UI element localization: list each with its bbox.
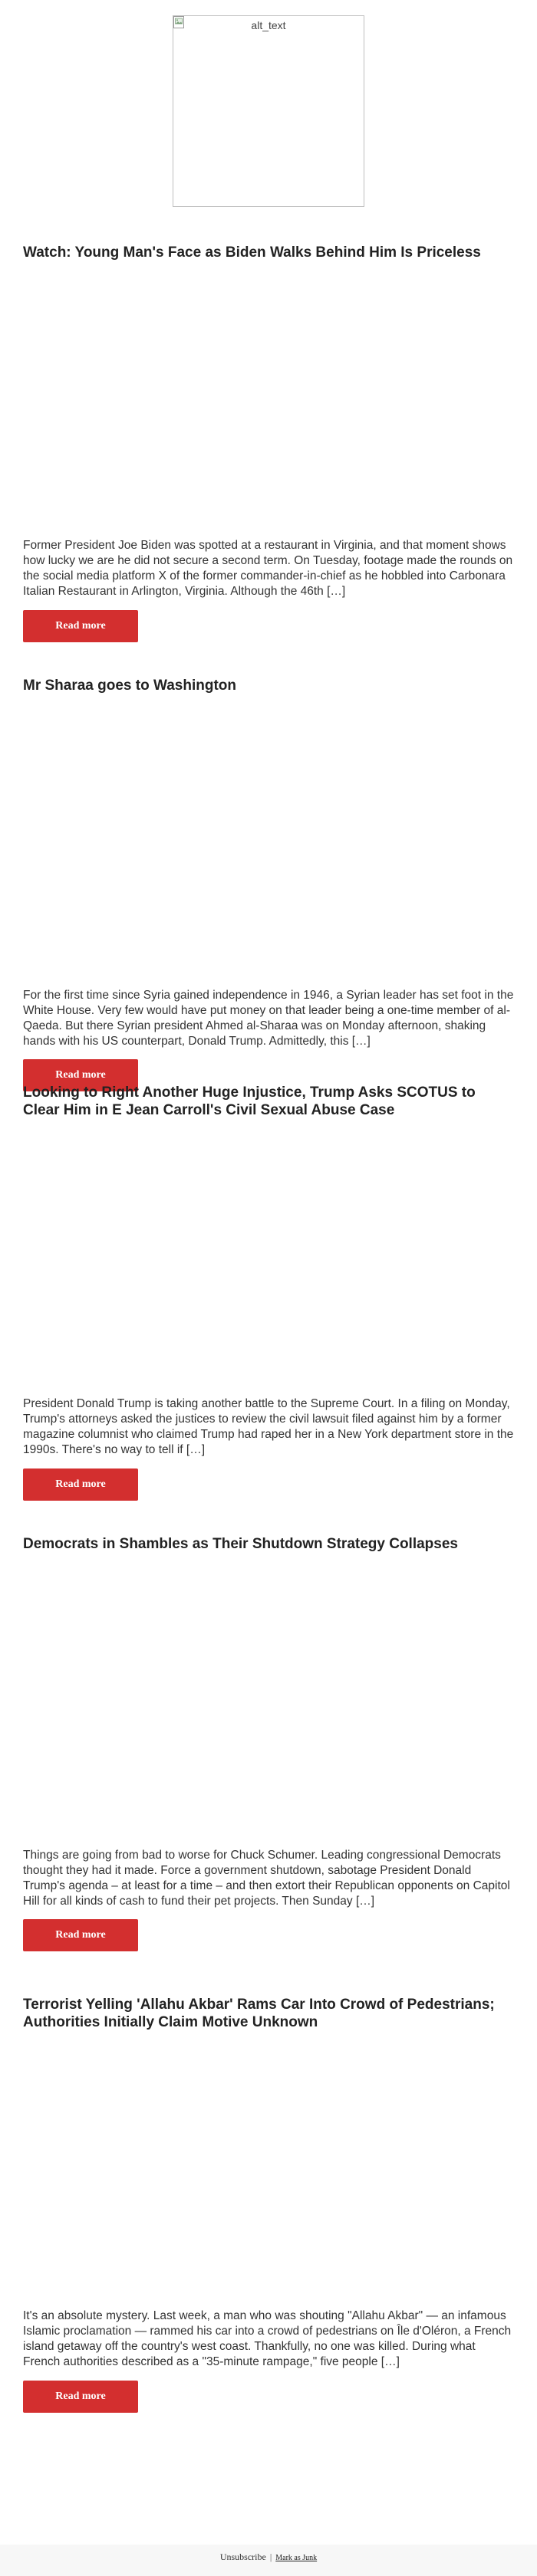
article-card — [23, 1535, 514, 1941]
article-excerpt: Former President Joe Biden was spotted at a restaurant in Virginia, and that moment shows how lucky we are he did not secure a second term. On Tuesday, footage made the rounds on the social media platform X of the former commander-in-chief as he hobbled into Carbonara Italian Restaurant in Arlington, Virginia. Although the 46th […] — [23, 539, 513, 598]
email-footer — [0, 2545, 537, 2576]
article-card — [23, 677, 514, 1081]
broken-image-icon — [173, 16, 184, 28]
logo-alt-text: alt_text — [251, 19, 286, 31]
article-image[interactable] — [23, 707, 514, 960]
read-more-button[interactable]: Read more — [23, 2381, 138, 2413]
article-card — [23, 244, 514, 632]
article-image[interactable] — [23, 2042, 514, 2287]
header-logo-image — [173, 15, 364, 207]
read-more-button[interactable]: Read more — [23, 1059, 138, 1091]
article-card — [23, 1084, 514, 1490]
article-image[interactable] — [23, 1130, 514, 1375]
article-title[interactable]: Terrorist Yelling 'Allahu Akbar' Rams Car Into Crowd of Pedestrians; Authorities Initially Claim Motive Unknown — [23, 1997, 495, 2030]
article-excerpt: Things are going from bad to worse for Chuck Schumer. Leading congressional Democrats thought they had it made. Force a government shutdown, sabotage President Donald Trump's agenda – at least for a time – and then extort their Republican opponents on Capitol Hill for all kinds of cash to fund their pet projects. Then Sunday […] — [23, 1849, 510, 1908]
unsubscribe-link[interactable]: Unsubscribe — [219, 2551, 266, 2562]
mark-as-junk-link[interactable]: Mark as Junk — [275, 2554, 318, 2562]
article-excerpt: For the first time since Syria gained independence in 1946, a Syrian leader has set foot in the White House. Very few would have put money on that leader being a one-time member of al-Qaeda. But there Syrian president Ahmed al-Sharaa was on Monday afternoon, shaking hands with his US counterpart, Donald Trump. Admittedly, this […] — [23, 989, 514, 1048]
article-title[interactable]: Mr Sharaa goes to Washington — [23, 678, 236, 694]
article-title[interactable]: Watch: Young Man's Face as Biden Walks Behind Him Is Priceless — [23, 244, 481, 261]
article-image[interactable] — [23, 274, 514, 535]
read-more-button[interactable]: Read more — [23, 610, 138, 642]
article-image[interactable] — [23, 1566, 514, 1819]
footer-separator: | — [269, 2551, 272, 2562]
article-title[interactable]: Democrats in Shambles as Their Shutdown Strategy Collapses — [23, 1536, 458, 1552]
article-title[interactable]: Looking to Right Another Huge Injustice, Trump Asks SCOTUS to Clear Him in E Jean Carroll's Civil Sexual Abuse Case — [23, 1085, 476, 1118]
read-more-button[interactable]: Read more — [23, 1468, 138, 1501]
read-more-button[interactable]: Read more — [23, 1919, 138, 1951]
article-excerpt: It's an absolute mystery. Last week, a man who was shouting "Allahu Akbar" — an infamous Islamic proclamation — rammed his car into a crowd of pedestrians on Île d'Oléron, a French island getaway off the country's west coast. Thankfully, no one was killed. During what French authorities described as a "35-minute rampage," five people […] — [23, 2309, 512, 2368]
article-excerpt: President Donald Trump is taking another battle to the Supreme Court. In a filing on Monday, Trump's attorneys asked the justices to review the civil lawsuit filed against him by a former magazine columnist who claimed Trump had raped her in a New York department store in the 1990s. There's no way to tell if […] — [23, 1397, 514, 1456]
article-card — [23, 1996, 514, 2402]
